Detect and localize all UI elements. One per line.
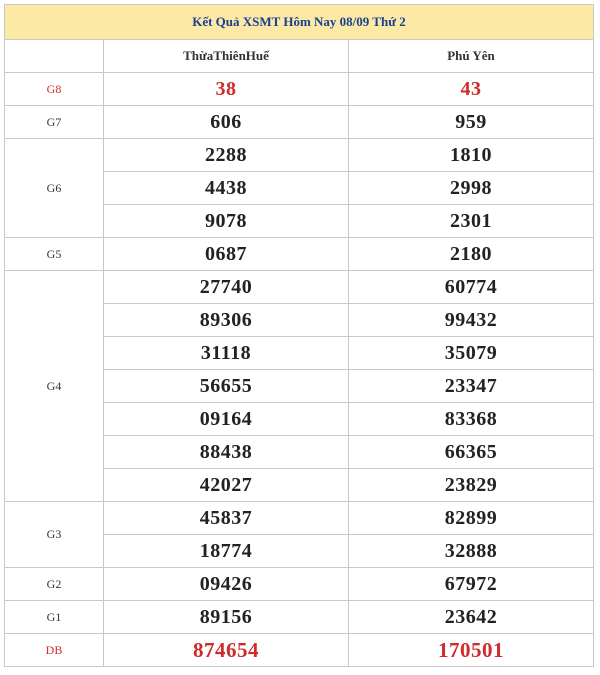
result-number-phu-yen: 959	[349, 106, 594, 139]
prize-row	[5, 568, 594, 601]
prize-label: G1	[5, 601, 104, 634]
result-number-hue: 0687	[104, 238, 349, 271]
lottery-results-table	[4, 4, 594, 667]
result-number-phu-yen: 2998	[349, 172, 594, 205]
result-number-phu-yen: 83368	[349, 403, 594, 436]
prize-row	[5, 634, 594, 667]
result-number-phu-yen: 23347	[349, 370, 594, 403]
result-number-hue: 9078	[104, 205, 349, 238]
result-number-hue: 4438	[104, 172, 349, 205]
result-number-phu-yen: 66365	[349, 436, 594, 469]
title-row	[5, 5, 594, 40]
result-number-hue: 606	[104, 106, 349, 139]
result-number-phu-yen: 2180	[349, 238, 594, 271]
result-number-hue: 09426	[104, 568, 349, 601]
result-number-phu-yen: 2301	[349, 205, 594, 238]
result-number-phu-yen: 35079	[349, 337, 594, 370]
result-number-hue: 2288	[104, 139, 349, 172]
result-number-phu-yen: 1810	[349, 139, 594, 172]
results-frame	[4, 4, 593, 667]
result-number-hue: 56655	[104, 370, 349, 403]
result-number-hue: 88438	[104, 436, 349, 469]
prize-label: G3	[5, 502, 104, 568]
prize-row	[5, 139, 594, 172]
prize-row	[5, 238, 594, 271]
header-empty-cell	[5, 40, 104, 73]
result-number-phu-yen: 32888	[349, 535, 594, 568]
result-number-hue: 09164	[104, 403, 349, 436]
result-number-hue: 89306	[104, 304, 349, 337]
header-row	[5, 40, 594, 73]
prize-label: G4	[5, 271, 104, 502]
province-header-hue: ThừaThiênHuế	[104, 40, 349, 73]
prize-label: DB	[5, 634, 104, 667]
province-header-phu-yen: Phú Yên	[349, 40, 594, 73]
result-number-hue: 27740	[104, 271, 349, 304]
result-number-hue: 31118	[104, 337, 349, 370]
table-title: Kết Quả XSMT Hôm Nay 08/09 Thứ 2	[5, 5, 594, 40]
result-number-hue: 38	[104, 73, 349, 106]
prize-label: G5	[5, 238, 104, 271]
prize-row	[5, 73, 594, 106]
result-number-hue: 89156	[104, 601, 349, 634]
prize-label: G8	[5, 73, 104, 106]
result-number-hue: 45837	[104, 502, 349, 535]
result-number-phu-yen: 99432	[349, 304, 594, 337]
result-number-phu-yen: 60774	[349, 271, 594, 304]
prize-row	[5, 271, 594, 304]
prize-row	[5, 502, 594, 535]
result-number-phu-yen: 23829	[349, 469, 594, 502]
result-number-phu-yen: 43	[349, 73, 594, 106]
result-number-phu-yen: 82899	[349, 502, 594, 535]
result-number-hue: 18774	[104, 535, 349, 568]
result-number-phu-yen: 23642	[349, 601, 594, 634]
result-number-hue: 874654	[104, 634, 349, 667]
prize-label: G2	[5, 568, 104, 601]
prize-row	[5, 106, 594, 139]
result-number-phu-yen: 67972	[349, 568, 594, 601]
prize-label: G7	[5, 106, 104, 139]
result-number-phu-yen: 170501	[349, 634, 594, 667]
prize-row	[5, 601, 594, 634]
prize-label: G6	[5, 139, 104, 238]
result-number-hue: 42027	[104, 469, 349, 502]
